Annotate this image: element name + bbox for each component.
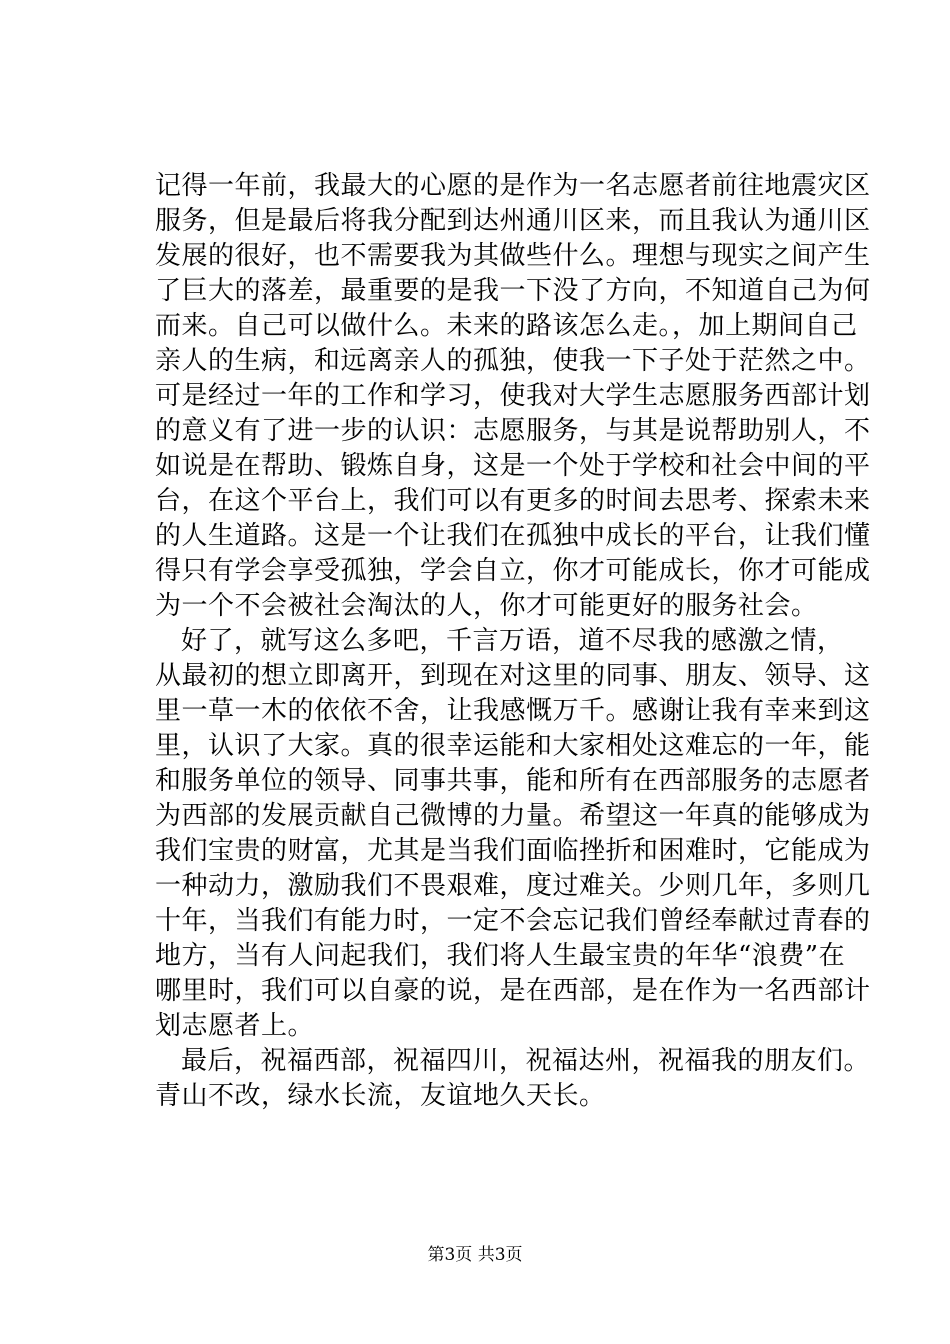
text-line: 十年，当我们有能力时，一定不会忘记我们曾经奉献过青春的 — [155, 906, 871, 936]
text-line: 为西部的发展贡献自己微博的力量。希望这一年真的能够成为 — [155, 801, 871, 831]
text-line: 亲人的生病，和远离亲人的孤独，使我一下子处于茫然之中。 — [155, 346, 871, 376]
page-number-footer: 第3页 共3页 — [427, 1245, 523, 1265]
text-line: 的人生道路。这是一个让我们在孤独中成长的平台，让我们懂 — [155, 521, 871, 551]
text-line: 我们宝贵的财富，尤其是当我们面临挫折和困难时，它能成为 — [155, 836, 871, 866]
document-body — [155, 169, 871, 1114]
text-line: 可是经过一年的工作和学习，使我对大学生志愿服务西部计划 — [155, 381, 871, 411]
text-line-paragraph-start: 好了，就写这么多吧，千言万语，道不尽我的感激之情， — [181, 626, 844, 656]
text-line: 为一个不会被社会淘汰的人，你才可能更好的服务社会。 — [155, 591, 818, 621]
text-line-paragraph-start: 最后，祝福西部，祝福四川，祝福达州，祝福我的朋友们。 — [181, 1046, 871, 1076]
text-line: 里一草一木的依依不舍，让我感慨万千。感谢让我有幸来到这 — [155, 696, 871, 726]
text-line: 而来。自己可以做什么。未来的路该怎么走。，加上期间自己 — [155, 311, 858, 341]
text-line: 一种动力，激励我们不畏艰难，度过难关。少则几年，多则几 — [155, 871, 871, 901]
text-line: 青山不改，绿水长流，友谊地久天长。 — [155, 1081, 606, 1111]
text-line: 划志愿者上。 — [155, 1011, 315, 1041]
text-line: 得只有学会享受孤独，学会自立，你才可能成长，你才可能成 — [155, 556, 871, 586]
text-line: 发展的很好，也不需要我为其做些什么。理想与现实之间产生 — [155, 241, 871, 271]
text-line: 服务，但是最后将我分配到达州通川区来，而且我认为通川区 — [155, 206, 871, 236]
text-line: 从最初的想立即离开，到现在对这里的同事、朋友、领导、这 — [155, 661, 871, 691]
text-line: 地方，当有人问起我们，我们将人生最宝贵的年华“浪费”在 — [155, 941, 846, 971]
text-line: 的意义有了进一步的认识：志愿服务，与其是说帮助别人，不 — [155, 416, 871, 446]
text-line: 了巨大的落差，最重要的是我一下没了方向，不知道自己为何 — [155, 276, 871, 306]
text-line: 里，认识了大家。真的很幸运能和大家相处这难忘的一年，能 — [155, 731, 871, 761]
text-line: 记得一年前，我最大的心愿的是作为一名志愿者前往地震灾区 — [155, 171, 871, 201]
text-line: 哪里时，我们可以自豪的说，是在西部，是在作为一名西部计 — [155, 976, 871, 1006]
text-line: 和服务单位的领导、同事共事，能和所有在西部服务的志愿者 — [155, 766, 871, 796]
text-line: 台，在这个平台上，我们可以有更多的时间去思考、探索未来 — [155, 486, 871, 516]
text-line: 如说是在帮助、锻炼自身，这是一个处于学校和社会中间的平 — [155, 451, 871, 481]
